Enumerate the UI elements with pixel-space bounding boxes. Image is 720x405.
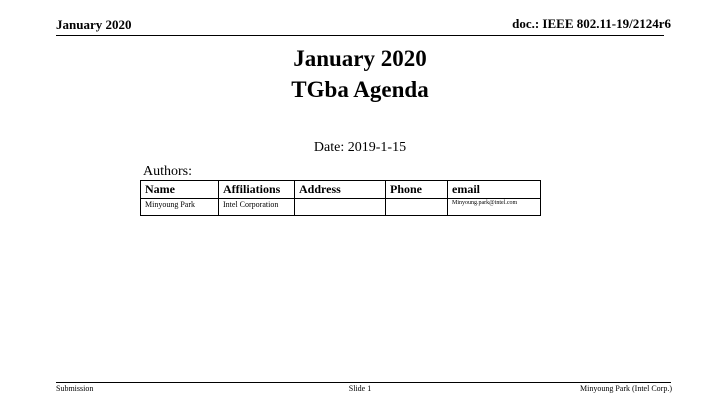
footer-rule [56,382,671,383]
column-header-email: email [448,181,541,199]
header-doc-id: doc.: IEEE 802.11-19/2124r6 [512,16,671,31]
column-header-phone: Phone [386,181,448,199]
footer-slide-number: Slide 1 [348,384,372,393]
slide-title-line2: TGba Agenda [291,77,429,102]
authors-label: Authors: [143,164,192,179]
author-email-cell: Minyoung.park@intel.com [448,199,541,216]
footer-author: Minyoung Park (Intel Corp.) [580,384,672,393]
footer-submission: Submission [56,384,94,393]
author-phone-cell [386,199,448,216]
column-header-address: Address [295,181,386,199]
authors-table [140,180,541,216]
column-header-affiliations: Affiliations [219,181,295,199]
column-header-name: Name [141,181,219,199]
author-address-cell [295,199,386,216]
slide-title-line1: January 2020 [293,46,427,71]
slide-date: Date: 2019-1-15 [313,140,407,155]
header-date: January 2020 [56,17,132,32]
table-row [141,199,541,216]
author-affiliation-cell: Intel Corporation [219,199,295,216]
header-rule [56,35,664,36]
authors-header-row [141,181,541,199]
author-name-cell: Minyoung Park [141,199,219,216]
